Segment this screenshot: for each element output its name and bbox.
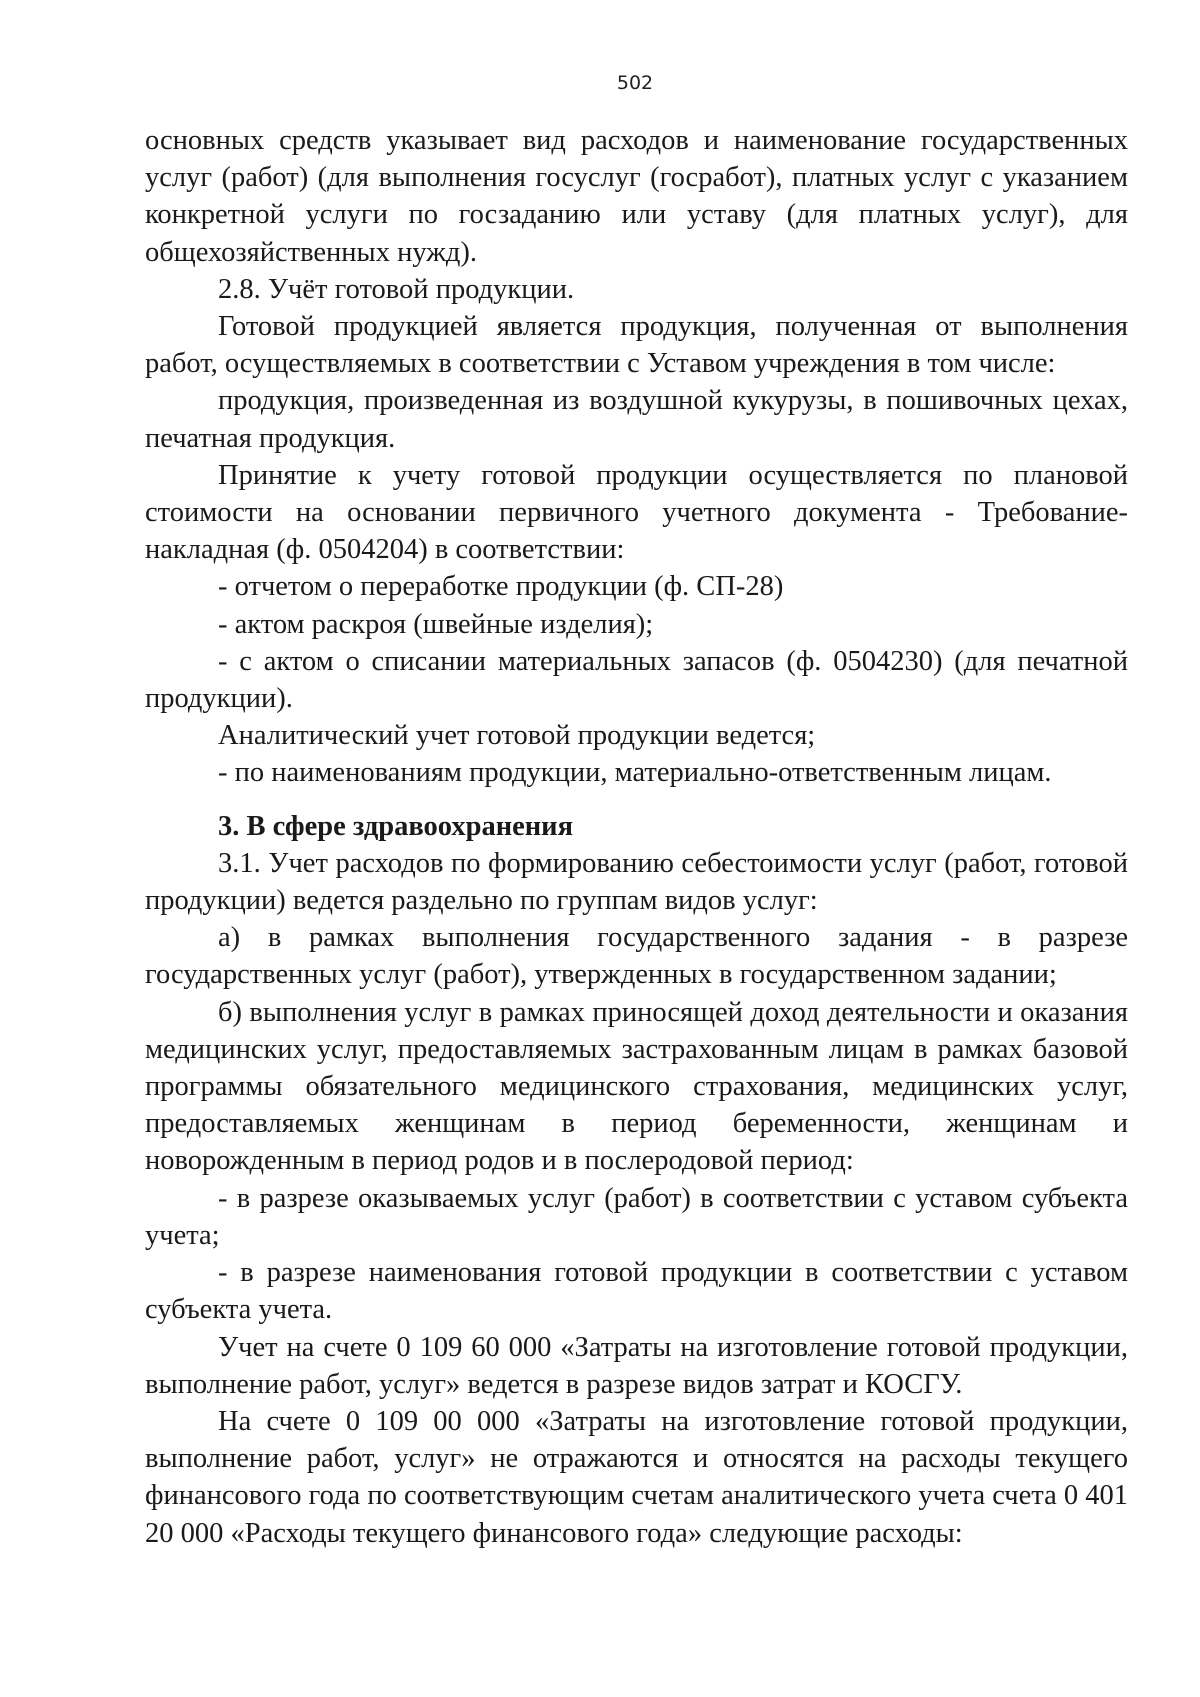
list-item: - актом раскроя (швейные изделия); [218, 608, 654, 640]
paragraph: 3.1. Учет расходов по формированию себестоимости услуг (работ, готовой продукции) ведется раздельно по группам видов услуг: [145, 847, 1128, 917]
paragraph: продукция, произведенная из воздушной кукурузы, в пошивочных цехах, печатная продукция. [145, 385, 1128, 454]
list-item: - по наименованиям продукции, материально-ответственным лицам. [218, 757, 1052, 789]
paragraph: б) выполнения услуг в рамках приносящей доход деятельности и оказания медицинских услуг, предоставляемых застрахованным лицам в рамках базовой программы обязательного медицинского страхования, медицинских услуг, предоставляемых женщинам в период беременности, женщинам и новорожденным в период родов и в послеродовой период: [145, 996, 1128, 1177]
paragraph: Аналитический учет готовой продукции ведется; [218, 720, 816, 752]
paragraph: На счете 0 109 00 000 «Затраты на изготовление готовой продукции, выполнение работ, услуг» не отражаются и относятся на расходы текущего финансового года по соответствующим счетам аналитического учета счета 0 401 20 000 «Расходы текущего финансового года» следующие расходы: [145, 1405, 1128, 1549]
list-item: - в разрезе оказываемых услуг (работ) в соответствии с уставом субъекта учета; [145, 1182, 1128, 1251]
document-body [145, 122, 1128, 1552]
list-item: - с актом о списании материальных запасов (ф. 0504230) (для печатной продукции). [145, 645, 1128, 715]
section-title-2-8: 2.8. Учёт готовой продукции. [218, 273, 575, 305]
paragraph: Готовой продукцией является продукция, полученная от выполнения работ, осуществляемых в соответствии с Уставом учреждения в том числе: [145, 311, 1128, 380]
paragraph: а) в рамках выполнения государственного задания - в разрезе государственных услуг (работ), утвержденных в государственном задании; [145, 922, 1128, 991]
list-item: - отчетом о переработке продукции (ф. СП-28) [218, 571, 784, 603]
section-heading: 3. В сфере здравоохранения [218, 810, 574, 842]
paragraph-continuation: основных средств указывает вид расходов и наименование государственных услуг (работ) (для выполнения госуслуг (госработ), платных услуг с указанием конкретной услуги по госзаданию или уставу (для платных услуг), для общехозяйственных нужд). [145, 125, 1128, 268]
paragraph: Принятие к учету готовой продукции осуществляется по плановой стоимости на основании первичного учетного документа - Требование-накладная (ф. 0504204) в соответствии: [145, 459, 1128, 566]
list-item: - в разрезе наименования готовой продукции в соответствии с уставом субъекта учета. [145, 1257, 1128, 1326]
page-number: 502 [616, 72, 654, 94]
paragraph: Учет на счете 0 109 60 000 «Затраты на изготовление готовой продукции, выполнение работ, услуг» ведется в разрезе видов затрат и КОСГУ. [145, 1331, 1128, 1400]
